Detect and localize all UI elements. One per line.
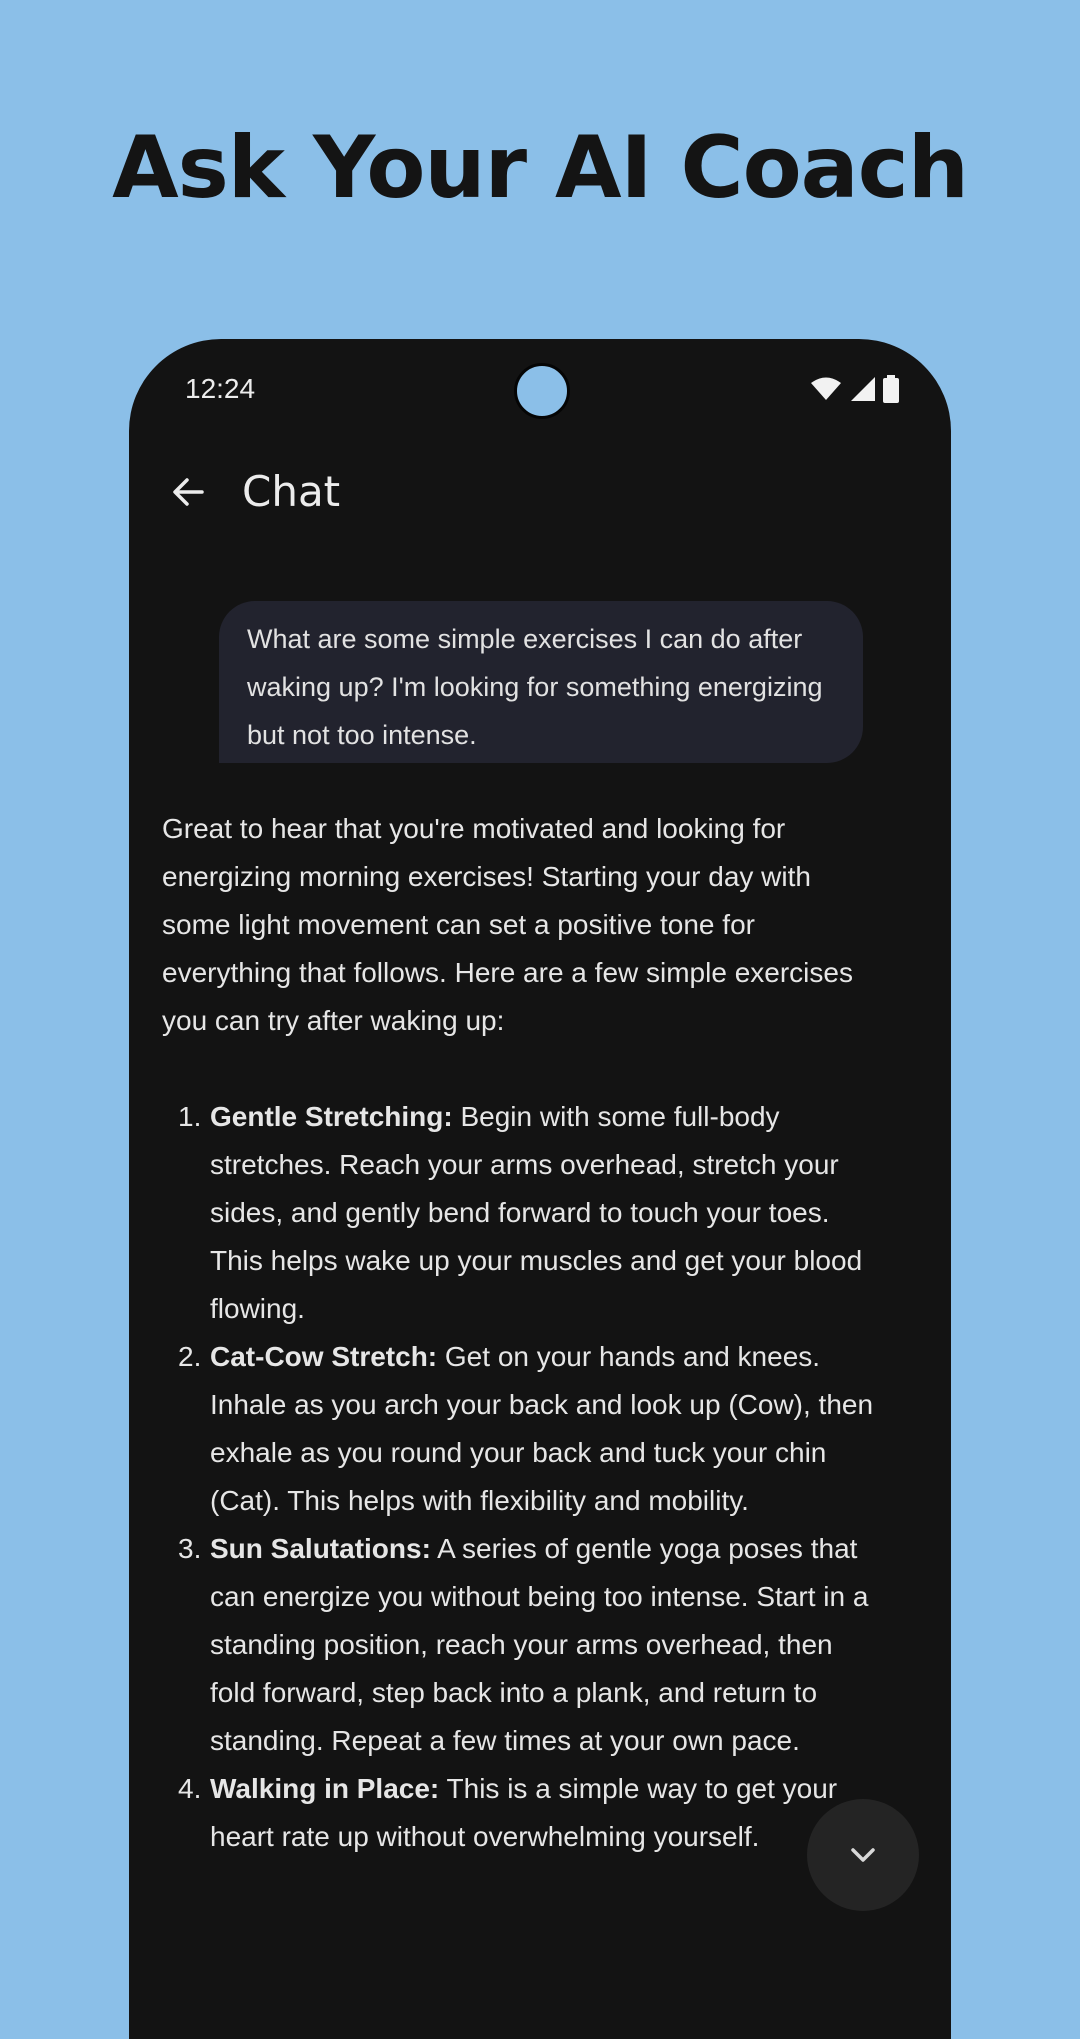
list-item (162, 1333, 882, 1525)
list-item (162, 1525, 882, 1765)
scroll-down-button[interactable] (807, 1799, 919, 1911)
promo-headline: Ask Your AI Coach (112, 118, 968, 218)
arrow-back-icon (170, 474, 206, 510)
exercise-description: Begin with some full-body stretches. Reach your arms overhead, stretch your sides, and gently bend forward to touch your toes. This helps wake up your muscles and get your blood flowing. (210, 1101, 863, 1324)
status-bar (129, 339, 951, 439)
list-number: 1. (178, 1101, 202, 1132)
status-icons (811, 375, 899, 403)
exercise-list (162, 1093, 882, 1861)
phone-screen (129, 339, 951, 2039)
exercise-description: Get on your hands and knees. Inhale as you arch your back and look up (Cow), then exhale as you round your back and tuck your chin (Cat). This helps with flexibility and mobility. (210, 1341, 874, 1516)
chevron-down-icon (848, 1845, 878, 1865)
assistant-intro: Great to hear that you're motivated and looking for energizing morning exercises! Starting your day with some light movement can set a positive tone for everything that follows. Here are a few simple exercises you can try after waking up: (162, 813, 853, 1036)
status-time: 12:24 (185, 373, 256, 404)
user-message-bubble (219, 601, 863, 763)
exercise-description: This is a simple way to get your heart rate up without overwhelming yourself. (210, 1773, 838, 1852)
exercise-name: Sun Salutations: (210, 1533, 431, 1564)
list-number: 4. (178, 1773, 202, 1804)
camera-cutout (514, 363, 570, 419)
exercise-name: Gentle Stretching: (210, 1101, 453, 1132)
back-button[interactable] (163, 467, 213, 517)
signal-icon (849, 376, 875, 402)
user-message-text: What are some simple exercises I can do after waking up? I'm looking for something energizing but not too intense. (247, 624, 823, 750)
assistant-message (162, 805, 882, 1861)
exercise-name: Cat-Cow Stretch: (210, 1341, 438, 1372)
list-item (162, 1093, 882, 1333)
battery-icon (883, 375, 899, 403)
exercise-name: Walking in Place: (210, 1773, 440, 1804)
app-bar (129, 457, 951, 527)
page-title: Chat (242, 467, 341, 516)
exercise-description: A series of gentle yoga poses that can energize you without being too intense. Start in a standing position, reach your arms overhead, then fold forward, step back into a plank, and return to standing. Repeat a few times at your own pace. (210, 1533, 869, 1756)
list-item (162, 1765, 882, 1861)
list-number: 2. (178, 1341, 202, 1372)
wifi-icon (811, 377, 841, 401)
list-number: 3. (178, 1533, 202, 1564)
